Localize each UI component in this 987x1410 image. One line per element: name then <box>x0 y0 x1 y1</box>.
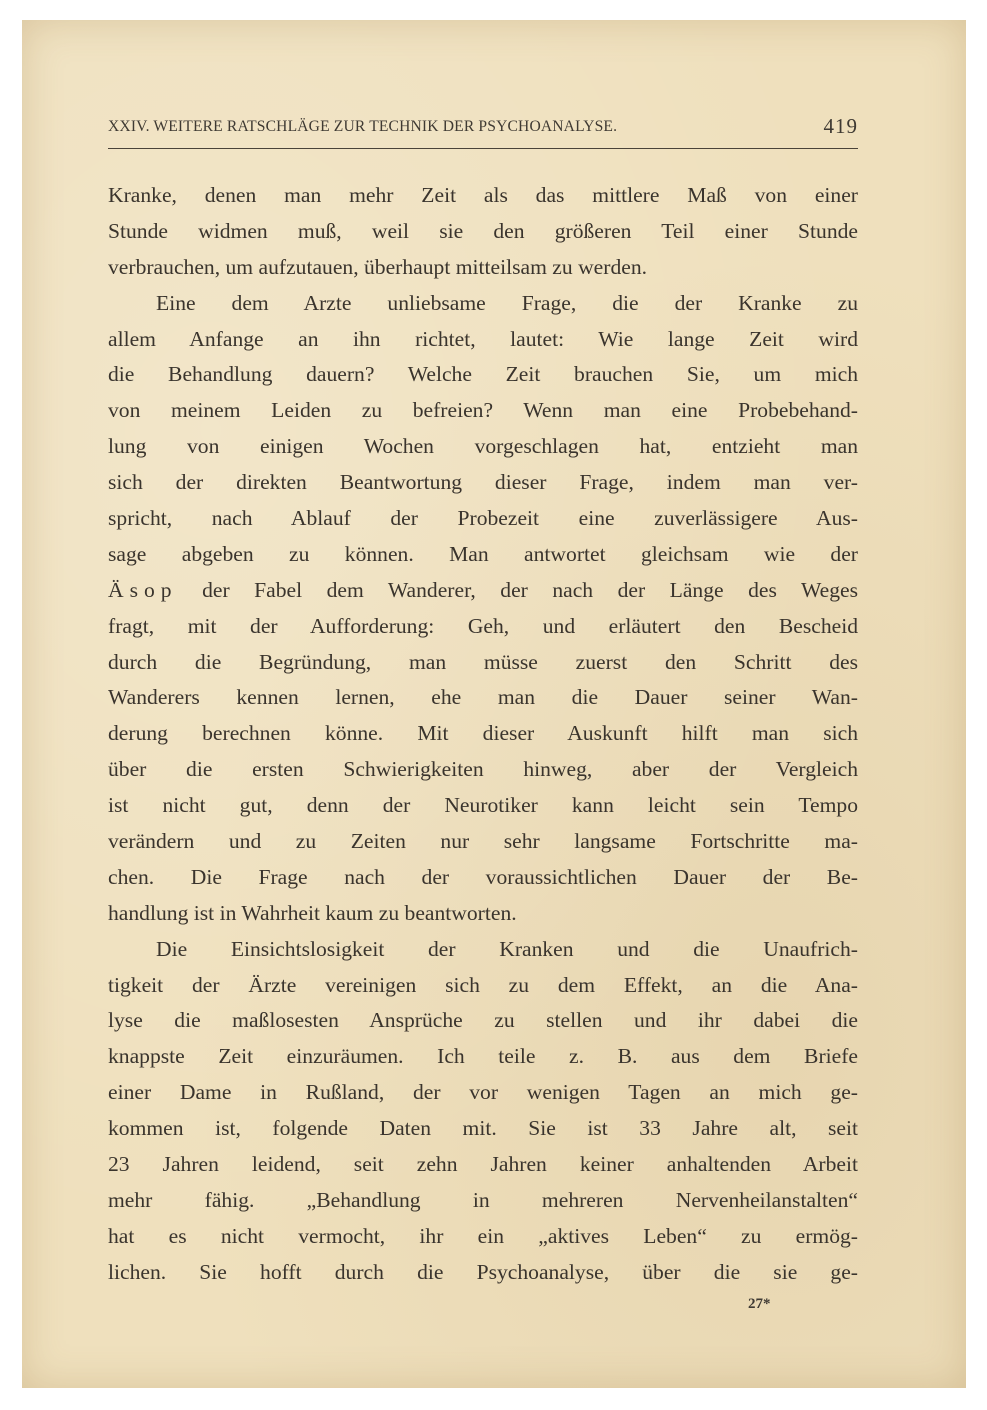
text-line <box>108 573 858 609</box>
running-head <box>108 116 858 148</box>
text-line: mehr fähig. „Behandlung in mehreren Nervenheilanstalten“ <box>108 1187 858 1212</box>
text-line: tigkeit der Ärzte vereinigen sich zu dem Effekt, an die Ana- <box>108 972 858 997</box>
paragraph-start-line: Die Einsichtslosigkeit der Kranken und die Unaufrich- <box>156 936 858 961</box>
text-line: kommen ist, folgende Daten mit. Sie ist 33 Jahre alt, seit <box>108 1116 858 1141</box>
spaced-name: Äsop <box>108 577 178 602</box>
text-line: sich der direkten Beantwortung dieser Frage, indem man ver- <box>108 470 858 495</box>
header-rule <box>108 148 858 149</box>
text-line: verbrauchen, um aufzutauen, überhaupt mitteilsam zu werden. <box>108 254 648 279</box>
text-line: die Behandlung dauern? Welche Zeit brauchen Sie, um mich <box>108 362 858 387</box>
chapter-title: XXIV. WEITERE RATSCHLÄGE ZUR TECHNIK DER PSYCHOANALYSE. <box>108 118 618 135</box>
text-line: spricht, nach Ablauf der Probezeit eine zuverlässigere Aus- <box>108 506 858 531</box>
text-line: sage abgeben zu können. Man antwortet gleichsam wie der <box>108 541 858 566</box>
paragraph-start-line: Eine dem Arzte unliebsame Frage, die der Kranke zu <box>156 290 858 315</box>
page-number: 419 <box>823 114 858 138</box>
text-line: durch die Begründung, man müsse zuerst den Schritt des <box>108 649 858 674</box>
text-line: Stunde widmen muß, weil sie den größeren Teil einer Stunde <box>108 218 858 243</box>
text-line: lung von einigen Wochen vorgeschlagen hat, entzieht man <box>108 434 858 459</box>
text-line: fragt, mit der Aufforderung: Geh, und erläutert den Bescheid <box>108 613 858 638</box>
text-line: lichen. Sie hofft durch die Psychoanalyse, über die sie ge- <box>108 1259 858 1284</box>
text-line: hat es nicht vermocht, ihr ein „aktives Leben“ zu ermög- <box>108 1223 858 1248</box>
body-text <box>108 178 858 1291</box>
printer-signature-mark: 27* <box>748 1296 771 1312</box>
text-line: derung berechnen könne. Mit dieser Auskunft hilft man sich <box>108 721 858 746</box>
text-line: von meinem Leiden zu befreien? Wenn man eine Probebehand- <box>108 398 858 423</box>
text-line: Wanderers kennen lernen, ehe man die Dauer seiner Wan- <box>108 685 858 710</box>
text-line: über die ersten Schwierigkeiten hinweg, aber der Vergleich <box>108 757 858 782</box>
line-continuation: der Fabel dem Wanderer, der nach der Länge des Weges <box>177 577 858 602</box>
text-line: knappste Zeit einzuräumen. Ich teile z. B. aus dem Briefe <box>108 1044 858 1069</box>
text-line: einer Dame in Rußland, der vor wenigen Tagen an mich ge- <box>108 1080 858 1105</box>
text-line: lyse die maßlosesten Ansprüche zu stellen und ihr dabei die <box>108 1008 858 1033</box>
text-line: Kranke, denen man mehr Zeit als das mittlere Maß von einer <box>108 183 858 207</box>
text-line: chen. Die Frage nach der voraussichtlichen Dauer der Be- <box>108 864 858 889</box>
text-line: handlung ist in Wahrheit kaum zu beantworten. <box>108 900 517 925</box>
text-line: 23 Jahren leidend, seit zehn Jahren keiner anhaltenden Arbeit <box>108 1152 858 1177</box>
text-line: ist nicht gut, denn der Neurotiker kann leicht sein Tempo <box>108 793 858 818</box>
text-line: verändern und zu Zeiten nur sehr langsame Fortschritte ma- <box>108 829 858 854</box>
text-line: allem Anfange an ihn richtet, lautet: Wie lange Zeit wird <box>108 326 858 351</box>
